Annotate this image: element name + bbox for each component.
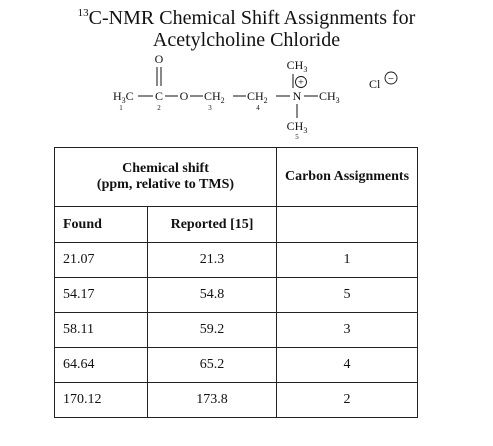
- carbon-value: 5: [277, 278, 418, 313]
- reported-value: 173.8: [148, 383, 277, 418]
- carbon-value: 1: [277, 243, 418, 278]
- found-value: 170.12: [55, 383, 148, 418]
- table-row: [55, 313, 418, 348]
- n-methyl-right: $CH_3$: [319, 89, 340, 105]
- title-line-1-text: C-NMR Chemical Shift Assignments for: [88, 7, 416, 29]
- carbonyl-oxygen: O: [154, 52, 164, 66]
- carbon-value: 3: [277, 313, 418, 348]
- subheader-empty: [277, 207, 418, 243]
- carbon-number-3: 3: [208, 104, 212, 112]
- reference-link: [15]: [230, 216, 254, 232]
- carbon-number-1: 1: [119, 104, 123, 112]
- subheader-reported: Reported [15]: [148, 207, 277, 243]
- found-value: 64.64: [55, 348, 148, 383]
- title-line-2: Acetylcholine Chloride: [152, 29, 341, 51]
- table-row: [55, 243, 418, 278]
- reported-value: 59.2: [148, 313, 277, 348]
- n-methyl-bottom: $CH_3$: [286, 119, 308, 135]
- found-value: 58.11: [55, 313, 148, 348]
- positive-charge-sign: +: [298, 77, 304, 89]
- carbon-number-2: 2: [157, 104, 161, 112]
- chloride-ion: Cl: [369, 77, 381, 91]
- table-row: [55, 278, 418, 313]
- header-chemical-shift: Chemical shift (ppm, relative to TMS): [55, 148, 277, 207]
- table-header-row: [55, 148, 418, 207]
- subheader-found: Found: [55, 207, 148, 243]
- carbon-value: 4: [277, 348, 418, 383]
- chemical-shift-table: [54, 147, 418, 418]
- table-row: [55, 383, 418, 418]
- acetylcholine-structure: [0, 52, 493, 144]
- found-value: 54.17: [55, 278, 148, 313]
- c2-atom: C: [154, 89, 164, 103]
- carbon-number-5: 5: [295, 133, 299, 141]
- c1-group: $H_3C$: [113, 89, 134, 105]
- c3-group: $CH_2$: [204, 89, 225, 105]
- reported-value: 65.2: [148, 348, 277, 383]
- reported-value: 21.3: [148, 243, 277, 278]
- nitrogen-atom: N: [292, 89, 302, 103]
- carbon-value: 2: [277, 383, 418, 418]
- isotope-superscript: 13: [77, 7, 89, 19]
- found-value: 21.07: [55, 243, 148, 278]
- c4-group: $CH_2$: [247, 89, 268, 105]
- table-subheader-row: [55, 207, 418, 243]
- title-line-1: [0, 7, 493, 29]
- ester-oxygen: O: [179, 89, 189, 103]
- carbon-number-4: 4: [256, 104, 260, 112]
- table-row: [55, 348, 418, 383]
- header-carbon-assignments: Carbon Assignments: [277, 148, 418, 207]
- reported-value: 54.8: [148, 278, 277, 313]
- n-methyl-top: $CH_3$: [286, 58, 308, 74]
- negative-charge-sign: −: [387, 73, 395, 85]
